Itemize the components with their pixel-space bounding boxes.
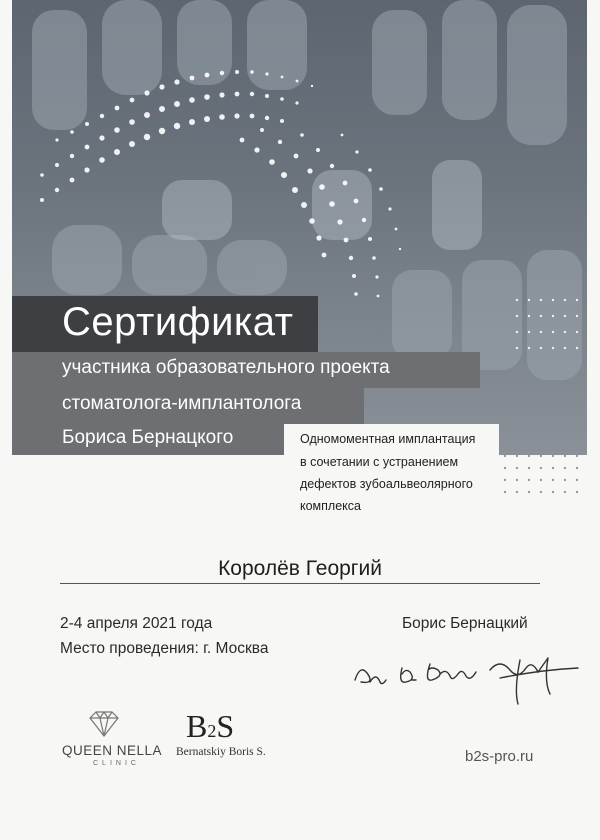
topic-line-2: в сочетании с устранением: [300, 455, 459, 469]
diamond-icon: [86, 710, 122, 738]
subtitle-line-2: стоматолога-имплантолога: [62, 393, 302, 414]
certificate-title: Сертификат: [62, 300, 294, 344]
topic-line-3: дефектов зубоальвеолярного: [300, 477, 473, 491]
dot-grid-right: [495, 356, 590, 496]
recipient-name: Королёв Георгий: [218, 557, 382, 580]
event-dates: 2-4 апреля 2021 года: [60, 615, 213, 632]
queen-nella-logo-name: QUEEN NELLA: [62, 743, 163, 758]
queen-nella-logo-sub: CLINIC: [93, 760, 140, 767]
subtitle-line-1: участника образовательного проекта: [62, 357, 390, 378]
topic-line-1: Одномоментная имплантация: [300, 432, 476, 446]
subtitle-line-3: Бориса Бернацкого: [62, 427, 234, 448]
topic-line-4: комплекса: [300, 499, 361, 513]
signature: [350, 650, 580, 710]
website-url: b2s-pro.ru: [465, 748, 534, 765]
b2s-logo-sub: Bernatskiy Boris S.: [176, 746, 266, 758]
signer-name: Борис Бернацкий: [402, 615, 528, 632]
recipient-underline: [60, 583, 540, 584]
event-location: Место проведения: г. Москва: [60, 640, 269, 657]
b2s-logo-mark: B2S: [186, 708, 235, 744]
